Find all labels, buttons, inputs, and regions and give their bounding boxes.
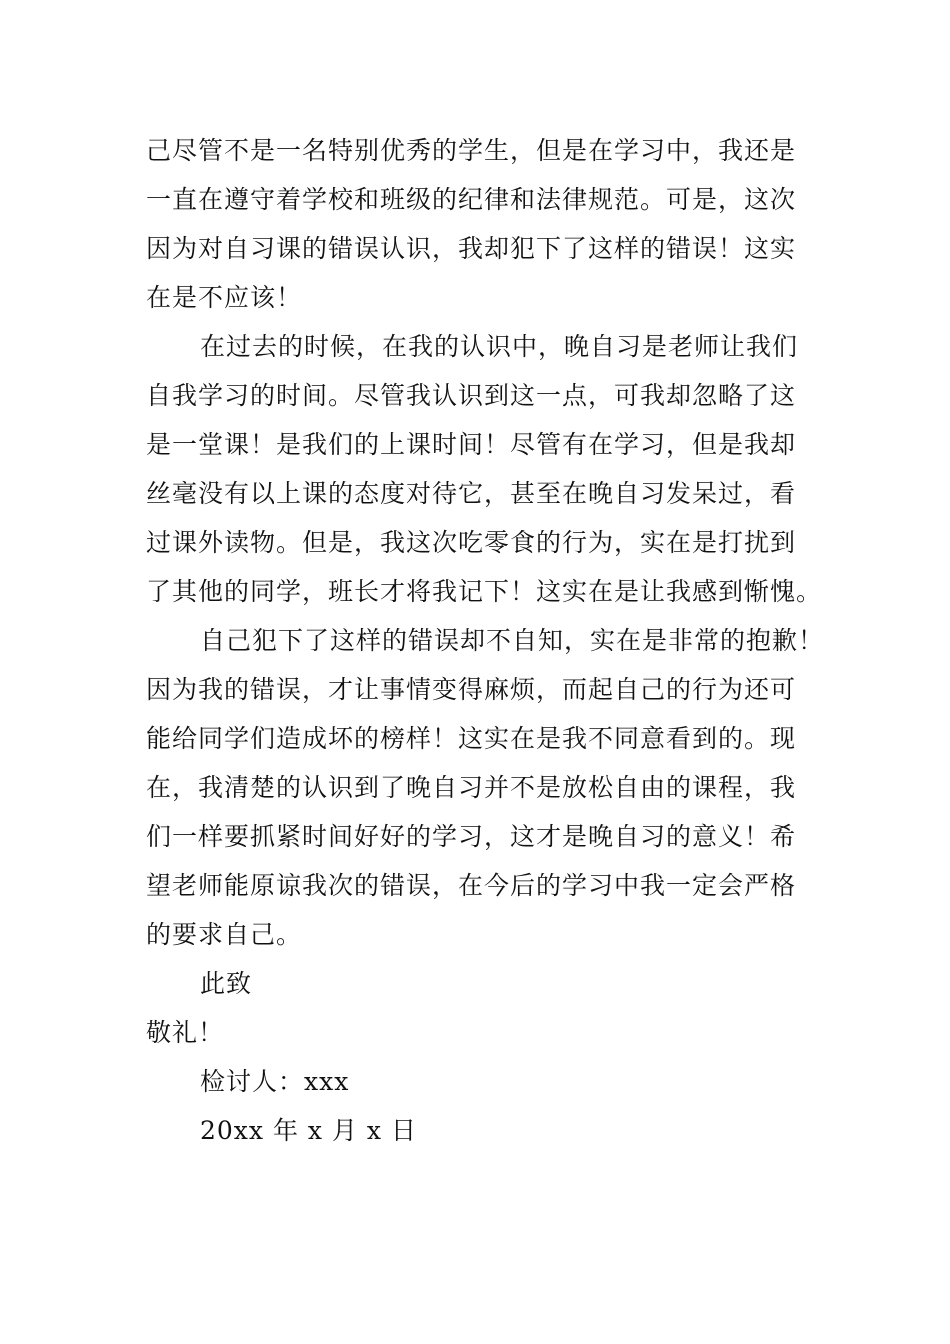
paragraph-1-line-4: 在是不应该！ — [146, 283, 303, 312]
paragraph-2-line-2: 自我学习的时间。尽管我认识到这一点，可我却忽略了这 — [146, 381, 797, 410]
paragraph-3-line-4: 在，我清楚的认识到了晚自习并不是放松自由的课程，我 — [146, 773, 797, 802]
closing-text: 此致 — [200, 969, 253, 998]
paragraph-3-line-1: 自己犯下了这样的错误却不自知，实在是非常的抱歉！ — [200, 626, 825, 655]
paragraph-1-line-3: 因为对自习课的错误认识，我却犯下了这样的错误！这实 — [146, 234, 797, 263]
paragraph-2-line-1: 在过去的时候，在我的认识中，晚自习是老师让我们 — [200, 332, 799, 361]
salute-text: 敬礼！ — [146, 1018, 225, 1047]
paragraph-2-line-4: 丝毫没有以上课的态度对待它，甚至在晚自习发呆过，看 — [146, 479, 797, 508]
paragraph-1-line-2: 一直在遵守着学校和班级的纪律和法律规范。可是，这次 — [146, 185, 797, 214]
paragraph-3-line-3: 能给同学们造成坏的榜样！这实在是我不同意看到的。现 — [146, 724, 797, 753]
date-line: 20xx 年 x 月 x 日 — [200, 1116, 417, 1145]
paragraph-3-line-2: 因为我的错误，才让事情变得麻烦，而起自己的行为还可 — [146, 675, 797, 704]
document-body — [146, 126, 826, 1155]
paragraph-3-line-7: 的要求自己。 — [146, 920, 303, 949]
paragraph-3-line-6: 望老师能原谅我次的错误，在今后的学习中我一定会严格 — [146, 871, 797, 900]
signature-line: 检讨人：xxx — [200, 1067, 350, 1096]
paragraph-3-line-5: 们一样要抓紧时间好好的学习，这才是晚自习的意义！希 — [146, 822, 797, 851]
paragraph-1-line-1: 己尽管不是一名特别优秀的学生，但是在学习中，我还是 — [146, 136, 797, 165]
paragraph-2-line-5: 过课外读物。但是，我这次吃零食的行为，实在是打扰到 — [146, 528, 797, 557]
paragraph-2-line-3: 是一堂课！是我们的上课时间！尽管有在学习，但是我却 — [146, 430, 797, 459]
paragraph-2-line-6: 了其他的同学，班长才将我记下！这实在是让我感到惭愧。 — [146, 577, 823, 606]
